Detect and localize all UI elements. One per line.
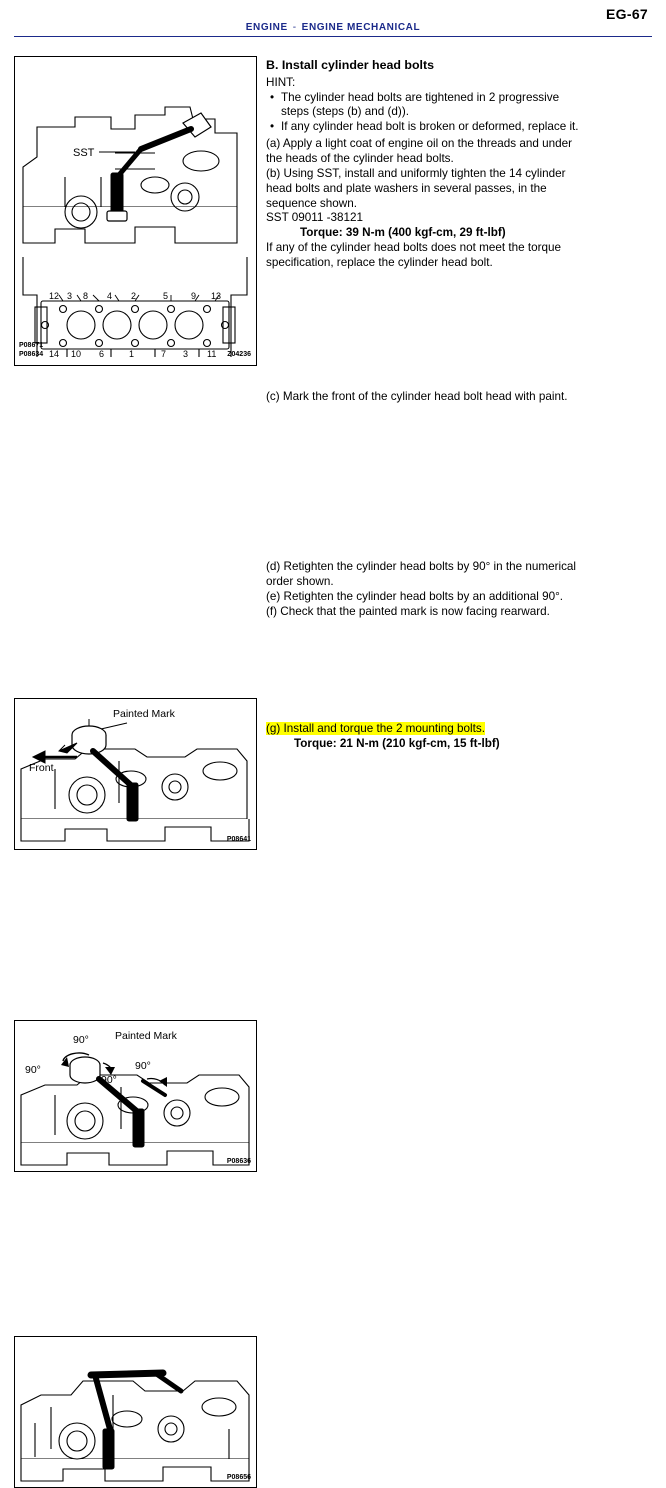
figure-cylinder-head-bolt-sequence	[14, 56, 257, 366]
svg-text:4: 4	[107, 291, 113, 301]
step-g-highlighted: (g) Install and torque the 2 mounting bolts.	[266, 722, 485, 735]
section-g-text	[266, 722, 584, 752]
torque-spec: Torque: 39 N-m (400 kgf-cm, 29 ft-lbf)	[300, 226, 506, 240]
hint-item: • If any cylinder head bolt is broken or deformed, replace it.	[281, 120, 584, 135]
figure-1-sst-label: SST	[73, 147, 95, 159]
step-c: (c) Mark the front of the cylinder head bolt head with paint.	[266, 390, 568, 403]
sst-number: SST 09011 -38121	[266, 211, 364, 225]
figure-1-artwork	[15, 57, 256, 365]
figure-2-artwork	[15, 699, 256, 849]
step-e: (e) Retighten the cylinder head bolts by an additional 90°.	[266, 589, 564, 603]
svg-text:6: 6	[99, 349, 105, 359]
figure-4-artwork	[15, 1337, 256, 1487]
svg-text:10: 10	[71, 349, 82, 359]
svg-text:2: 2	[131, 291, 137, 301]
figure-2-code: P08641	[226, 836, 251, 843]
figure-3-code: P08636	[226, 1158, 251, 1165]
header-subsection: ENGINE MECHANICAL	[301, 22, 421, 33]
figure-retighten-90-degrees	[14, 1020, 257, 1172]
step-a: (a) Apply a light coat of engine oil on the threads and under the heads of the cylinder head bolts.	[266, 137, 573, 166]
svg-text:8: 8	[83, 291, 89, 301]
figure-3-angle-2: 90°	[25, 1064, 41, 1076]
hint-item: • The cylinder head bolts are tightened in 2 progressive steps (steps (b) and (d)).	[281, 91, 584, 121]
torque-note: If any of the cylinder head bolts does not meet the torque specification, replace the cylinder head bolt.	[266, 241, 561, 270]
step-b: (b) Using SST, install and uniformly tighten the 14 cylinder head bolts and plate washers in several passes, in the sequence shown.	[266, 166, 566, 210]
section-b-title: B. Install cylinder head bolts	[266, 58, 434, 72]
figure-1-code-3: Z04236	[227, 351, 251, 358]
section-g-torque: Torque: 21 N-m (210 kgf-cm, 15 ft-lbf)	[294, 736, 500, 750]
header-divider	[14, 36, 652, 37]
figure-3-angle-3: 90°	[101, 1074, 117, 1086]
figure-1-code-2: P08634	[19, 351, 44, 358]
svg-text:11: 11	[207, 349, 217, 359]
svg-text:1: 1	[129, 349, 135, 359]
figure-3-angle-1: 90°	[73, 1034, 89, 1046]
section-b-text	[266, 58, 584, 271]
section-c-text	[266, 390, 584, 405]
figure-2-front-label: Front	[29, 762, 54, 774]
page-number: EG-67	[606, 6, 648, 22]
svg-text:5: 5	[163, 291, 169, 301]
figure-painted-mark-front	[14, 698, 257, 850]
header-section: ENGINE	[245, 22, 288, 33]
section-def-text	[266, 560, 584, 619]
figure-2-painted-mark-label: Painted Mark	[113, 708, 175, 720]
svg-text:3: 3	[67, 291, 73, 301]
svg-text:3: 3	[183, 349, 189, 359]
svg-text:7: 7	[161, 349, 167, 359]
figure-4-code: P08656	[226, 1474, 251, 1481]
header-separator: -	[292, 22, 297, 33]
svg-text:14: 14	[49, 349, 60, 359]
figure-mounting-bolts	[14, 1336, 257, 1488]
svg-text:9: 9	[191, 291, 197, 301]
figure-3-artwork	[15, 1021, 256, 1171]
section-b-hint-list	[266, 91, 584, 136]
step-f: (f) Check that the painted mark is now facing rearward.	[266, 604, 550, 618]
section-b-hint-label: HINT:	[266, 75, 296, 89]
step-d: (d) Retighten the cylinder head bolts by 90° in the numerical order shown.	[266, 560, 577, 588]
svg-text:12: 12	[49, 291, 60, 301]
figure-3-angle-4: 90°	[135, 1060, 151, 1072]
svg-text:13: 13	[211, 291, 222, 301]
page-header-title	[0, 22, 666, 33]
figure-3-painted-mark-label: Painted Mark	[115, 1030, 177, 1042]
figure-1-code-1: P08671	[19, 342, 44, 349]
